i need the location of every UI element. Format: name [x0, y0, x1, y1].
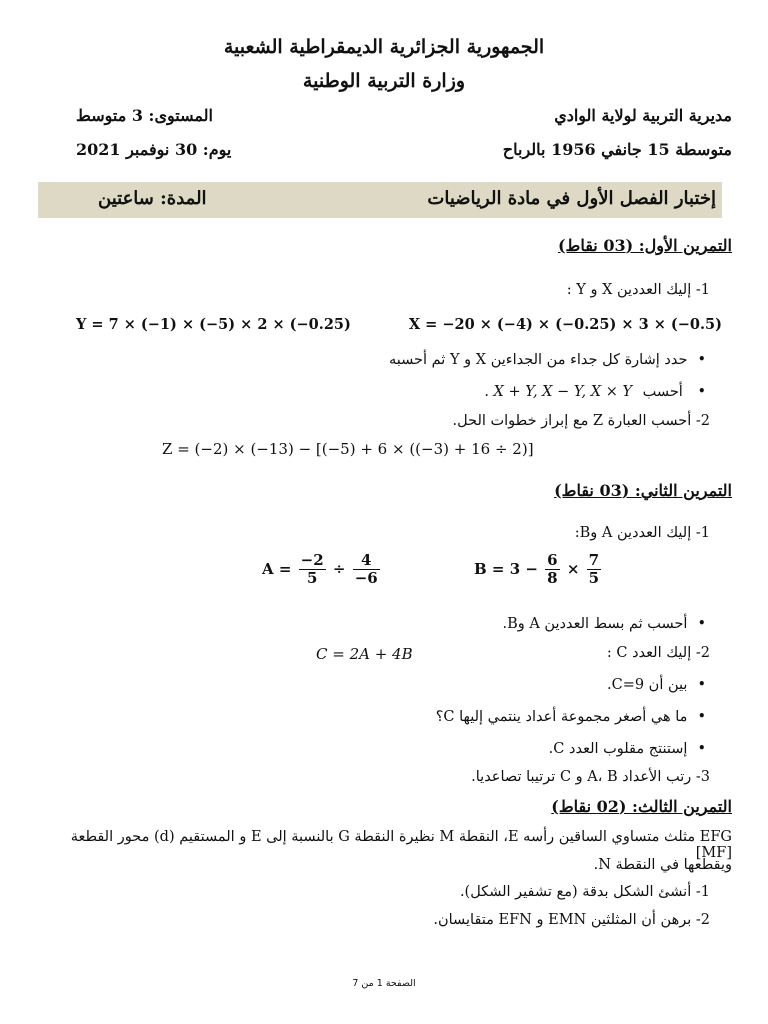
- level: المستوى: 3 متوسط: [76, 106, 213, 125]
- ex2-q3: 3- رتب الأعداد A، B و C ترتيبا تصاعديا.: [471, 769, 710, 785]
- b-frac1: [545, 552, 559, 588]
- ex1-eq-y: Y = 7 × (−1) × (−5) × 2 × (−0.25): [76, 316, 351, 333]
- b-frac2-den: 5: [588, 569, 600, 588]
- a-frac1-num: −2: [300, 551, 324, 569]
- ex2-q2: 2- إليك العدد C :: [606, 645, 710, 661]
- exam-banner: [38, 182, 722, 218]
- ministry-title: وزارة التربية الوطنية: [302, 70, 466, 92]
- ex2-eq-a: [262, 552, 382, 588]
- ex2-bullet4-text: إستنتج مقلوب العدد C.: [548, 741, 688, 757]
- a-frac1-den: 5: [306, 569, 318, 588]
- a-lhs: A =: [262, 559, 292, 578]
- b-frac1-num: 6: [547, 551, 558, 569]
- ex1-bullet1: [389, 352, 706, 368]
- b-lhs: B = 3 −: [474, 559, 538, 578]
- ex2-bullet1: [502, 616, 706, 632]
- ex2-q1: 1- إليك العددين A وB:: [574, 525, 710, 541]
- b-frac2-num: 7: [588, 551, 600, 569]
- ex3-paragraph1: EFG مثلث متساوي الساقين رأسه E، النقطة M نظيرة النقطة G بالنسبة إلى E و المستقيم (d) محور القطعة [MF]: [70, 829, 732, 861]
- exam-title: إختبار الفصل الأول في مادة الرياضيات: [427, 188, 716, 209]
- ex1-bullet2-math: X + Y, X − Y, X × Y .: [484, 384, 633, 400]
- a-frac2-den: −6: [354, 569, 378, 588]
- ex1-eq-z: Z = (−2) × (−13) − [(−5) + 6 × ((−3) + 16 ÷ 2)]: [162, 440, 534, 458]
- exam-duration: المدة: ساعتين: [98, 188, 207, 209]
- exam-date: يوم: 30 نوفمبر 2021: [76, 140, 232, 159]
- directorate: مديرية التربية لولاية الوادي: [554, 106, 732, 125]
- ex3-q2: 2- برهن أن المثلثين EMN و EFN متقايسان.: [433, 912, 710, 928]
- ex1-bullet2: [484, 384, 706, 400]
- b-op: ×: [566, 559, 580, 578]
- country-title: الجمهورية الجزائرية الديمقراطية الشعبية: [223, 36, 545, 58]
- ex2-bullet3-text: ما هي أصغر مجموعة أعداد ينتمي إليها C؟: [435, 709, 688, 725]
- a-frac2: [353, 552, 380, 588]
- b-frac1-den: 8: [547, 569, 558, 588]
- ex3-paragraph2: ويقطعها في النقطة N.: [593, 857, 732, 873]
- ex1-bullet1-text: حدد إشارة كل جداء من الجداءين X و Y ثم أحسبه: [388, 352, 688, 368]
- ex2-bullet1-text: أحسب ثم بسط العددين A وB.: [502, 616, 688, 632]
- ex2-heading: التمرين الثاني: (03 نقاط): [554, 481, 732, 500]
- page-number: الصفحة 1 من 7: [352, 978, 416, 989]
- ex1-q1: 1- إليك العددين X و Y :: [566, 282, 710, 298]
- a-frac2-num: 4: [353, 552, 380, 570]
- ex2-bullet3: [436, 709, 706, 725]
- ex1-q2: 2- أحسب العبارة Z مع إبراز خطوات الحل.: [452, 413, 710, 429]
- b-frac2: [587, 552, 601, 588]
- a-op: ÷: [332, 559, 346, 578]
- ex2-eq-c: C = 2A + 4B: [316, 645, 413, 663]
- ex1-heading: التمرين الأول: (03 نقاط): [557, 236, 732, 255]
- a-frac1: [299, 552, 326, 588]
- ex3-q1: 1- أنشئ الشكل بدقة (مع تشفير الشكل).: [459, 884, 710, 900]
- ex2-bullet2-text: بين أن C=9.: [606, 677, 688, 693]
- ex1-eq-x: X = −20 × (−4) × (−0.25) × 3 × (−0.5): [408, 316, 722, 333]
- ex1-bullet2-text: أحسب: [642, 384, 683, 400]
- ex2-bullet4: [549, 741, 706, 757]
- ex2-bullet2: [607, 677, 706, 693]
- school-name: متوسطة 15 جانفي 1956 بالرباح: [502, 140, 732, 159]
- ex2-eq-b: [474, 552, 603, 588]
- ex3-heading: التمرين الثالث: (02 نقاط): [551, 797, 732, 816]
